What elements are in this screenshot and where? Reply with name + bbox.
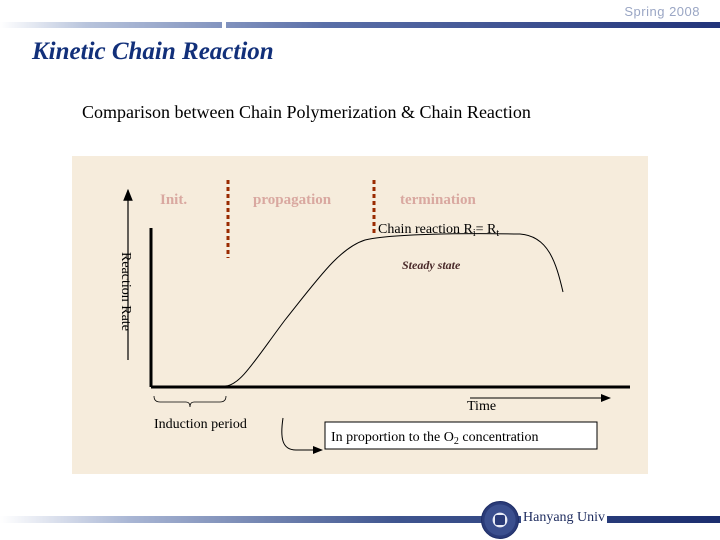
stage-termination-label: termination <box>400 192 476 208</box>
stage-init-label: Init. <box>160 192 188 208</box>
y-axis-label: Reaction Rate <box>118 252 133 331</box>
slide-subtitle: Comparison between Chain Polymerization & Chain Reaction <box>82 102 531 122</box>
rate-curve <box>151 234 563 386</box>
seal-center <box>495 515 505 525</box>
induction-brace <box>154 396 226 407</box>
steady-state-label: Steady state <box>402 258 461 272</box>
x-axis-label: Time <box>467 399 497 414</box>
slide-title: Kinetic Chain Reaction <box>32 38 274 65</box>
footer-decor-bar <box>0 516 720 523</box>
proportion-note-text: In proportion to the $O_2$ concentration <box>331 430 539 447</box>
university-seal-icon <box>481 501 519 539</box>
university-name: Hanyang Univ <box>523 510 606 525</box>
stage-propagation-label: propagation <box>253 192 332 208</box>
semester-label: Spring 2008 <box>624 4 700 19</box>
induction-period-label: Induction period <box>154 417 247 432</box>
connector-curve <box>282 418 322 450</box>
chain-reaction-label: Chain reaction $R_i= R_t$ <box>378 222 500 239</box>
